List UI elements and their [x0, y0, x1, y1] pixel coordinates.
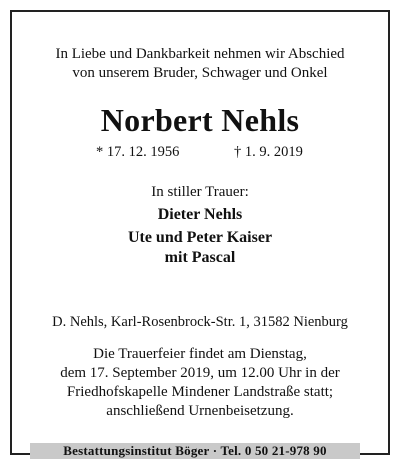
funeral-home-footer: Bestattungsinstitut Böger · Tel. 0 50 21-978 90 — [30, 443, 360, 459]
intro-line-2: von unserem Bruder, Schwager und Onkel — [72, 65, 328, 81]
mourning-label: In stiller Trauer: — [151, 184, 249, 200]
service-line-2: dem 17. September 2019, um 12.00 Uhr in der — [60, 365, 340, 381]
service-line-3: Friedhofskapelle Mindener Landstraße statt; — [66, 384, 334, 400]
deceased-name: Norbert Nehls — [100, 102, 300, 138]
mourner-name-3: mit Pascal — [164, 249, 236, 266]
obituary-notice — [10, 10, 390, 455]
mourner-name-2: Ute und Peter Kaiser — [127, 229, 273, 246]
death-date: † 1. 9. 2019 — [234, 144, 303, 160]
service-line-1: Die Trauerfeier findet am Dienstag, — [93, 346, 307, 362]
address-line: D. Nehls, Karl-Rosenbrock-Str. 1, 31582 Nienburg — [52, 314, 348, 330]
mourner-name-1: Dieter Nehls — [157, 206, 243, 223]
service-line-4: anschließend Urnenbeisetzung. — [106, 403, 294, 419]
birth-date: * 17. 12. 1956 — [96, 144, 180, 160]
intro-line-1: In Liebe und Dankbarkeit nehmen wir Abschied — [55, 46, 345, 62]
